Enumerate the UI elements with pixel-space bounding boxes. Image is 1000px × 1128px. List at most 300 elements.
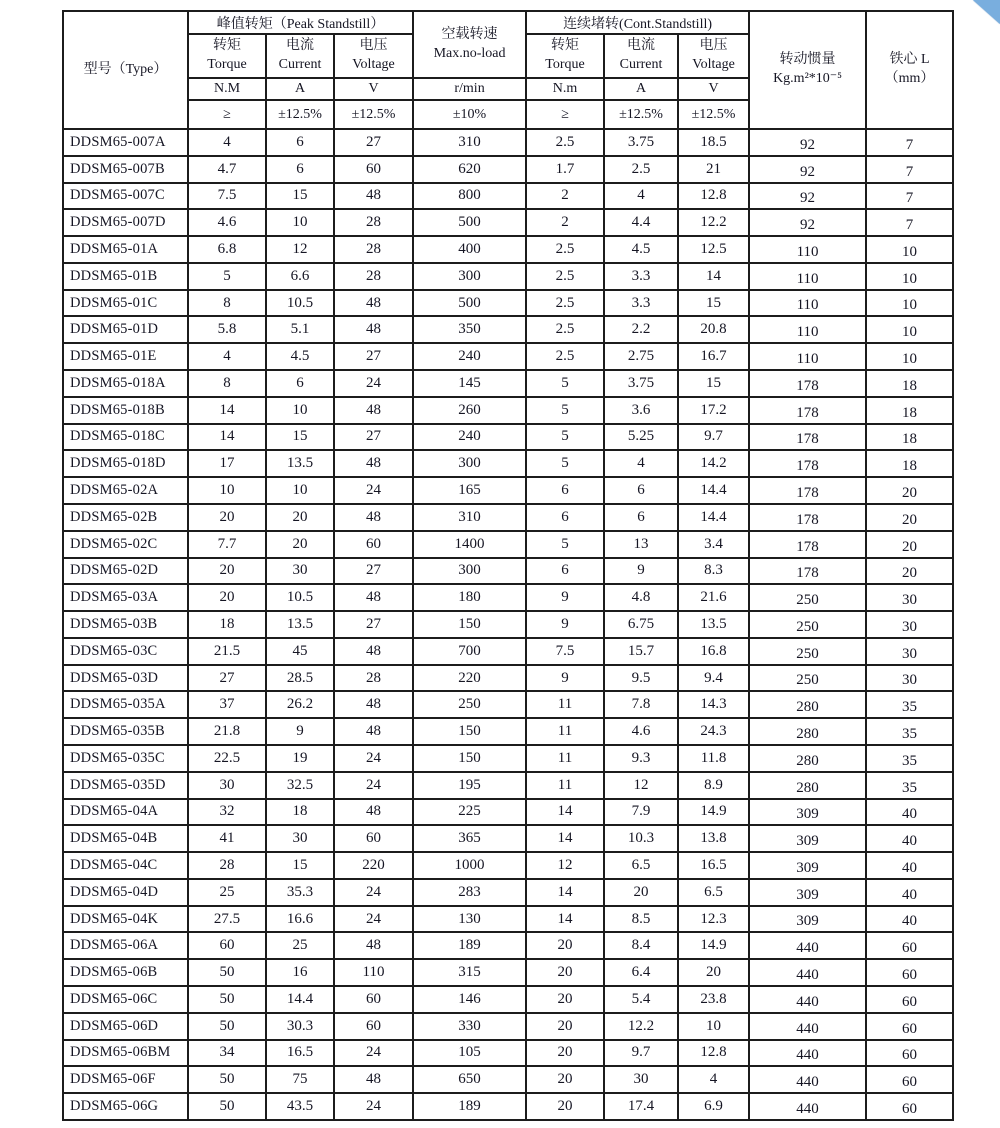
cell-inertia: 92 (749, 183, 866, 210)
cell-model: DDSM65-04B (63, 825, 188, 852)
cell-inertia: 280 (749, 718, 866, 745)
cell-core_length: 18 (866, 424, 953, 451)
cell-noload_speed: 500 (413, 290, 526, 317)
cell-peak_voltage: 24 (334, 745, 413, 772)
header-cont-torque (526, 34, 604, 78)
cell-cont_current: 6 (604, 477, 678, 504)
header-model (63, 11, 188, 129)
cell-inertia: 440 (749, 1093, 866, 1120)
cell-peak_voltage: 28 (334, 665, 413, 692)
header-peak-voltage-cn: 电压 (359, 38, 388, 54)
cell-noload_speed: 365 (413, 825, 526, 852)
cell-peak_current: 32.5 (266, 772, 334, 799)
cell-peak_voltage: 60 (334, 825, 413, 852)
cell-cont_torque: 20 (526, 959, 604, 986)
cell-model: DDSM65-06BM (63, 1040, 188, 1067)
cell-peak_voltage: 48 (334, 290, 413, 317)
cell-model: DDSM65-01B (63, 263, 188, 290)
table-row (63, 156, 953, 183)
cell-cont_torque: 5 (526, 531, 604, 558)
cell-peak_voltage: 48 (334, 397, 413, 424)
cell-core_length: 10 (866, 316, 953, 343)
cell-cont_current: 10.3 (604, 825, 678, 852)
cell-inertia: 110 (749, 316, 866, 343)
cell-inertia: 280 (749, 691, 866, 718)
cell-peak_current: 14.4 (266, 986, 334, 1013)
cell-core_length: 60 (866, 1040, 953, 1067)
cell-cont_voltage: 16.7 (678, 343, 749, 370)
cell-core_length: 10 (866, 236, 953, 263)
cell-cont_torque: 14 (526, 879, 604, 906)
cell-peak_voltage: 48 (334, 316, 413, 343)
cell-noload_speed: 315 (413, 959, 526, 986)
header-inertia-cn: 转动惯量 (779, 52, 836, 68)
cell-model: DDSM65-018A (63, 370, 188, 397)
table-row (63, 745, 953, 772)
cell-core_length: 10 (866, 343, 953, 370)
cell-cont_current: 9.3 (604, 745, 678, 772)
cell-core_length: 40 (866, 852, 953, 879)
cell-peak_voltage: 27 (334, 343, 413, 370)
tol-cont-torque: ≥ (526, 100, 604, 129)
cell-inertia: 178 (749, 397, 866, 424)
cell-cont_current: 4.8 (604, 584, 678, 611)
cell-cont_current: 7.9 (604, 799, 678, 826)
cell-cont_torque: 9 (526, 611, 604, 638)
unit-peak-current: A (266, 78, 334, 100)
cell-core_length: 20 (866, 531, 953, 558)
cell-cont_torque: 2.5 (526, 316, 604, 343)
cell-cont_voltage: 15 (678, 370, 749, 397)
cell-cont_voltage: 16.8 (678, 638, 749, 665)
table-row (63, 504, 953, 531)
cell-noload_speed: 180 (413, 584, 526, 611)
cell-core_length: 35 (866, 718, 953, 745)
header-peak-voltage-en: Voltage (352, 57, 395, 73)
cell-inertia: 440 (749, 932, 866, 959)
cell-cont_current: 6.75 (604, 611, 678, 638)
cell-inertia: 440 (749, 1040, 866, 1067)
cell-peak_current: 6 (266, 370, 334, 397)
cell-peak_torque: 34 (188, 1040, 266, 1067)
cell-cont_current: 30 (604, 1066, 678, 1093)
cell-cont_current: 8.5 (604, 906, 678, 933)
cell-core_length: 18 (866, 397, 953, 424)
cell-cont_voltage: 8.9 (678, 772, 749, 799)
table-row (63, 290, 953, 317)
cell-inertia: 110 (749, 263, 866, 290)
header-peak-current (266, 34, 334, 78)
tol-cont-current: ±12.5% (604, 100, 678, 129)
cell-peak_current: 45 (266, 638, 334, 665)
cell-peak_voltage: 27 (334, 558, 413, 585)
cell-noload_speed: 165 (413, 477, 526, 504)
cell-noload_speed: 225 (413, 799, 526, 826)
cell-noload_speed: 283 (413, 879, 526, 906)
cell-peak_torque: 50 (188, 1013, 266, 1040)
cell-peak_voltage: 48 (334, 799, 413, 826)
cell-cont_torque: 20 (526, 1093, 604, 1120)
cell-peak_torque: 50 (188, 1093, 266, 1120)
header-peak-current-cn: 电流 (286, 38, 314, 54)
cell-peak_voltage: 48 (334, 638, 413, 665)
table-row (63, 584, 953, 611)
table-row (63, 852, 953, 879)
cell-peak_current: 10 (266, 397, 334, 424)
cell-inertia: 280 (749, 745, 866, 772)
cell-peak_current: 15 (266, 183, 334, 210)
cell-cont_voltage: 14.4 (678, 504, 749, 531)
cell-cont_current: 2.2 (604, 316, 678, 343)
cell-model: DDSM65-02A (63, 477, 188, 504)
cell-inertia: 178 (749, 424, 866, 451)
cell-cont_current: 3.75 (604, 129, 678, 156)
cell-noload_speed: 189 (413, 1093, 526, 1120)
cell-peak_current: 35.3 (266, 879, 334, 906)
cell-cont_current: 3.6 (604, 397, 678, 424)
cell-inertia: 250 (749, 584, 866, 611)
cell-cont_voltage: 20 (678, 959, 749, 986)
cell-peak_current: 30.3 (266, 1013, 334, 1040)
cell-cont_torque: 20 (526, 1066, 604, 1093)
cell-peak_voltage: 27 (334, 129, 413, 156)
unit-cont-current: A (604, 78, 678, 100)
cell-cont_voltage: 8.3 (678, 558, 749, 585)
cell-peak_current: 13.5 (266, 450, 334, 477)
table-row (63, 531, 953, 558)
cell-noload_speed: 105 (413, 1040, 526, 1067)
cell-inertia: 250 (749, 665, 866, 692)
table-row (63, 370, 953, 397)
cell-noload_speed: 300 (413, 558, 526, 585)
cell-inertia: 178 (749, 370, 866, 397)
cell-cont_voltage: 13.8 (678, 825, 749, 852)
tol-cont-voltage: ±12.5% (678, 100, 749, 129)
cell-peak_torque: 4 (188, 343, 266, 370)
cell-peak_torque: 8 (188, 290, 266, 317)
cell-cont_torque: 12 (526, 852, 604, 879)
cell-cont_current: 15.7 (604, 638, 678, 665)
cell-cont_torque: 2.5 (526, 263, 604, 290)
cell-cont_current: 6 (604, 504, 678, 531)
table-row (63, 236, 953, 263)
cell-peak_voltage: 60 (334, 986, 413, 1013)
table-row (63, 129, 953, 156)
cell-noload_speed: 310 (413, 504, 526, 531)
cell-peak_voltage: 48 (334, 691, 413, 718)
cell-cont_current: 7.8 (604, 691, 678, 718)
cell-noload_speed: 250 (413, 691, 526, 718)
cell-cont_voltage: 23.8 (678, 986, 749, 1013)
cell-peak_torque: 20 (188, 584, 266, 611)
cell-cont_voltage: 14.9 (678, 932, 749, 959)
cell-peak_voltage: 60 (334, 1013, 413, 1040)
cell-core_length: 18 (866, 370, 953, 397)
cell-peak_voltage: 27 (334, 424, 413, 451)
cell-peak_current: 19 (266, 745, 334, 772)
cell-cont_voltage: 18.5 (678, 129, 749, 156)
cell-noload_speed: 260 (413, 397, 526, 424)
cell-cont_torque: 2.5 (526, 236, 604, 263)
cell-peak_torque: 4.6 (188, 209, 266, 236)
cell-noload_speed: 146 (413, 986, 526, 1013)
header-cont-voltage-cn: 电压 (699, 38, 728, 54)
cell-peak_current: 10.5 (266, 584, 334, 611)
cell-cont_voltage: 9.4 (678, 665, 749, 692)
cell-peak_torque: 7.5 (188, 183, 266, 210)
cell-noload_speed: 500 (413, 209, 526, 236)
cell-peak_torque: 4.7 (188, 156, 266, 183)
cell-peak_voltage: 110 (334, 959, 413, 986)
cell-cont_torque: 2.5 (526, 129, 604, 156)
cell-cont_voltage: 16.5 (678, 852, 749, 879)
cell-cont_current: 6.4 (604, 959, 678, 986)
motor-spec-table (62, 10, 954, 1121)
header-cont-current (604, 34, 678, 78)
cell-cont_torque: 20 (526, 986, 604, 1013)
cell-cont_current: 20 (604, 879, 678, 906)
table-row (63, 638, 953, 665)
cell-inertia: 178 (749, 558, 866, 585)
cell-peak_voltage: 48 (334, 450, 413, 477)
table-row (63, 316, 953, 343)
cell-peak_current: 16.6 (266, 906, 334, 933)
tol-noload: ±10% (413, 100, 526, 129)
cell-inertia: 178 (749, 504, 866, 531)
cell-noload_speed: 220 (413, 665, 526, 692)
cell-peak_voltage: 24 (334, 772, 413, 799)
table-row (63, 1066, 953, 1093)
table-row (63, 209, 953, 236)
header-noload-cn: 空载转速 (441, 26, 498, 42)
cell-cont_current: 12 (604, 772, 678, 799)
spec-table-body (63, 129, 953, 1120)
cell-cont_torque: 20 (526, 932, 604, 959)
cell-peak_torque: 5.8 (188, 316, 266, 343)
cell-peak_current: 4.5 (266, 343, 334, 370)
cell-cont_current: 9 (604, 558, 678, 585)
cell-peak_torque: 37 (188, 691, 266, 718)
cell-cont_torque: 20 (526, 1040, 604, 1067)
table-row (63, 718, 953, 745)
cell-inertia: 280 (749, 772, 866, 799)
cell-cont_current: 9.5 (604, 665, 678, 692)
cell-inertia: 178 (749, 531, 866, 558)
cell-model: DDSM65-03B (63, 611, 188, 638)
table-row (63, 906, 953, 933)
table-row (63, 424, 953, 451)
cell-model: DDSM65-01C (63, 290, 188, 317)
cell-core_length: 30 (866, 584, 953, 611)
cell-cont_voltage: 20.8 (678, 316, 749, 343)
cell-peak_current: 10 (266, 477, 334, 504)
header-model-label: 型号（Type） (83, 61, 168, 77)
cell-cont_voltage: 15 (678, 290, 749, 317)
cell-cont_voltage: 24.3 (678, 718, 749, 745)
cell-cont_torque: 2 (526, 209, 604, 236)
cell-peak_current: 6.6 (266, 263, 334, 290)
cell-noload_speed: 150 (413, 745, 526, 772)
cell-peak_torque: 25 (188, 879, 266, 906)
cell-model: DDSM65-06A (63, 932, 188, 959)
cell-model: DDSM65-01E (63, 343, 188, 370)
cell-peak_current: 43.5 (266, 1093, 334, 1120)
cell-cont_voltage: 17.2 (678, 397, 749, 424)
header-cont-voltage-en: Voltage (692, 57, 735, 73)
cell-cont_voltage: 12.3 (678, 906, 749, 933)
cell-core_length: 35 (866, 691, 953, 718)
cell-cont_current: 3.75 (604, 370, 678, 397)
cell-cont_voltage: 11.8 (678, 745, 749, 772)
cell-noload_speed: 330 (413, 1013, 526, 1040)
cell-cont_voltage: 10 (678, 1013, 749, 1040)
header-cont-voltage (678, 34, 749, 78)
cell-cont_current: 8.4 (604, 932, 678, 959)
cell-peak_torque: 10 (188, 477, 266, 504)
cell-cont_current: 2.75 (604, 343, 678, 370)
cell-peak_current: 16.5 (266, 1040, 334, 1067)
cell-noload_speed: 310 (413, 129, 526, 156)
header-noload (413, 11, 526, 78)
unit-peak-torque: N.M (188, 78, 266, 100)
cell-cont_voltage: 14.2 (678, 450, 749, 477)
cell-peak_current: 6 (266, 129, 334, 156)
table-row (63, 691, 953, 718)
cell-peak_current: 28.5 (266, 665, 334, 692)
header-cont-current-cn: 电流 (627, 38, 656, 54)
cell-peak_voltage: 48 (334, 718, 413, 745)
cell-noload_speed: 195 (413, 772, 526, 799)
cell-peak_torque: 21.8 (188, 718, 266, 745)
header-cont-torque-cn: 转矩 (551, 38, 580, 54)
cell-core_length: 40 (866, 906, 953, 933)
table-row (63, 772, 953, 799)
cell-peak_voltage: 24 (334, 1093, 413, 1120)
table-row (63, 183, 953, 210)
table-header (63, 11, 953, 129)
cell-noload_speed: 145 (413, 370, 526, 397)
cell-inertia: 92 (749, 129, 866, 156)
cell-peak_torque: 41 (188, 825, 266, 852)
cell-cont_torque: 11 (526, 745, 604, 772)
cell-peak_current: 16 (266, 959, 334, 986)
cell-core_length: 7 (866, 183, 953, 210)
table-row (63, 986, 953, 1013)
cell-cont_torque: 9 (526, 584, 604, 611)
cell-cont_voltage: 13.5 (678, 611, 749, 638)
cell-cont_torque: 6 (526, 477, 604, 504)
header-core-unit: （mm） (884, 71, 935, 87)
cell-inertia: 110 (749, 343, 866, 370)
cell-peak_voltage: 24 (334, 370, 413, 397)
cell-peak_current: 10.5 (266, 290, 334, 317)
cell-core_length: 7 (866, 156, 953, 183)
cell-peak_torque: 17 (188, 450, 266, 477)
cell-peak_current: 10 (266, 209, 334, 236)
cell-model: DDSM65-06D (63, 1013, 188, 1040)
cell-cont_torque: 2.5 (526, 343, 604, 370)
cell-peak_voltage: 60 (334, 156, 413, 183)
cell-model: DDSM65-02D (63, 558, 188, 585)
cell-peak_current: 18 (266, 799, 334, 826)
cell-cont_current: 13 (604, 531, 678, 558)
cell-inertia: 440 (749, 1066, 866, 1093)
cell-inertia: 309 (749, 825, 866, 852)
cell-peak_torque: 6.8 (188, 236, 266, 263)
cell-model: DDSM65-06B (63, 959, 188, 986)
cell-cont_voltage: 6.9 (678, 1093, 749, 1120)
cell-peak_current: 12 (266, 236, 334, 263)
cell-peak_voltage: 28 (334, 263, 413, 290)
cell-noload_speed: 650 (413, 1066, 526, 1093)
cell-peak_torque: 50 (188, 986, 266, 1013)
cell-cont_current: 12.2 (604, 1013, 678, 1040)
cell-model: DDSM65-03A (63, 584, 188, 611)
cell-core_length: 60 (866, 1093, 953, 1120)
cell-cont_voltage: 9.7 (678, 424, 749, 451)
cell-inertia: 309 (749, 799, 866, 826)
cell-core_length: 40 (866, 799, 953, 826)
cell-inertia: 440 (749, 959, 866, 986)
cell-cont_current: 9.7 (604, 1040, 678, 1067)
unit-cont-voltage: V (678, 78, 749, 100)
cell-noload_speed: 150 (413, 611, 526, 638)
table-row (63, 397, 953, 424)
cell-core_length: 60 (866, 986, 953, 1013)
cell-core_length: 30 (866, 638, 953, 665)
cell-cont_current: 4 (604, 183, 678, 210)
cell-model: DDSM65-06G (63, 1093, 188, 1120)
cell-noload_speed: 150 (413, 718, 526, 745)
cell-inertia: 92 (749, 156, 866, 183)
cell-cont_voltage: 12.8 (678, 183, 749, 210)
cell-cont_current: 5.25 (604, 424, 678, 451)
cell-cont_voltage: 12.8 (678, 1040, 749, 1067)
cell-model: DDSM65-06C (63, 986, 188, 1013)
cell-peak_voltage: 24 (334, 906, 413, 933)
cell-core_length: 7 (866, 209, 953, 236)
cell-peak_torque: 5 (188, 263, 266, 290)
cell-peak_voltage: 48 (334, 183, 413, 210)
cell-noload_speed: 1000 (413, 852, 526, 879)
cell-peak_current: 5.1 (266, 316, 334, 343)
cell-model: DDSM65-018D (63, 450, 188, 477)
cell-core_length: 20 (866, 477, 953, 504)
cell-peak_torque: 18 (188, 611, 266, 638)
cell-noload_speed: 240 (413, 343, 526, 370)
tol-peak-torque: ≥ (188, 100, 266, 129)
cell-cont_torque: 11 (526, 691, 604, 718)
cell-peak_torque: 27.5 (188, 906, 266, 933)
cell-peak_current: 75 (266, 1066, 334, 1093)
cell-cont_current: 4.6 (604, 718, 678, 745)
cell-model: DDSM65-007C (63, 183, 188, 210)
cell-cont_current: 3.3 (604, 290, 678, 317)
cell-cont_torque: 14 (526, 825, 604, 852)
cell-core_length: 60 (866, 932, 953, 959)
cell-cont_voltage: 14.3 (678, 691, 749, 718)
cell-core_length: 30 (866, 665, 953, 692)
cell-cont_torque: 14 (526, 799, 604, 826)
cell-peak_current: 20 (266, 504, 334, 531)
cell-noload_speed: 800 (413, 183, 526, 210)
cell-cont_torque: 11 (526, 718, 604, 745)
cell-peak_torque: 60 (188, 932, 266, 959)
cell-model: DDSM65-007D (63, 209, 188, 236)
cell-core_length: 60 (866, 1066, 953, 1093)
cell-peak_torque: 22.5 (188, 745, 266, 772)
cell-peak_current: 30 (266, 825, 334, 852)
